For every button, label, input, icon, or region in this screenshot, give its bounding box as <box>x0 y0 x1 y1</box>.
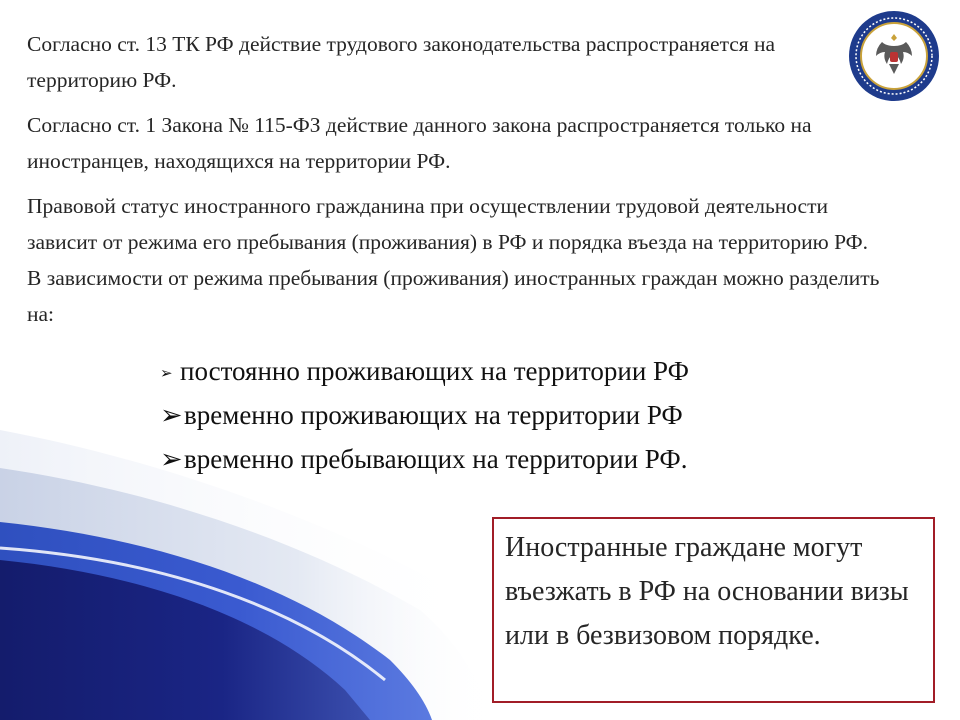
arrowhead-right-icon: ➢ <box>160 366 173 382</box>
paragraph-legal-status: Правовой статус иностранного гражданина при осуществлении трудовой деятельности зависит от режима его пребывания (проживания) в РФ и порядка въезда на территорию РФ. В зависимости от режима пребывания (проживания) иностранных граждан можно разделить на: <box>27 194 880 326</box>
list-item: ➢ постоянно проживающих на территории РФ <box>160 352 689 396</box>
paragraph-tk-rf: Согласно ст. 13 ТК РФ действие трудового законодательства распространяется на территорию РФ. <box>27 32 776 92</box>
list-item: ➢временно пребывающих на территории РФ. <box>160 440 689 484</box>
arrowhead-right-icon: ➢ <box>160 444 183 474</box>
arrowhead-right-icon: ➢ <box>160 400 183 430</box>
residence-category-list <box>160 352 689 484</box>
fns-seal-logo <box>846 8 942 104</box>
callout-text: Иностранные граждане могут въезжать в РФ на основании визы или в безвизовом порядке. <box>505 532 909 651</box>
list-item: ➢временно проживающих на территории РФ <box>160 396 689 440</box>
entry-basis-callout <box>492 517 935 703</box>
paragraph-law-115fz: Согласно ст. 1 Закона № 115-ФЗ действие данного закона распространяется только на иностранцев, находящихся на территории РФ. <box>27 113 812 173</box>
